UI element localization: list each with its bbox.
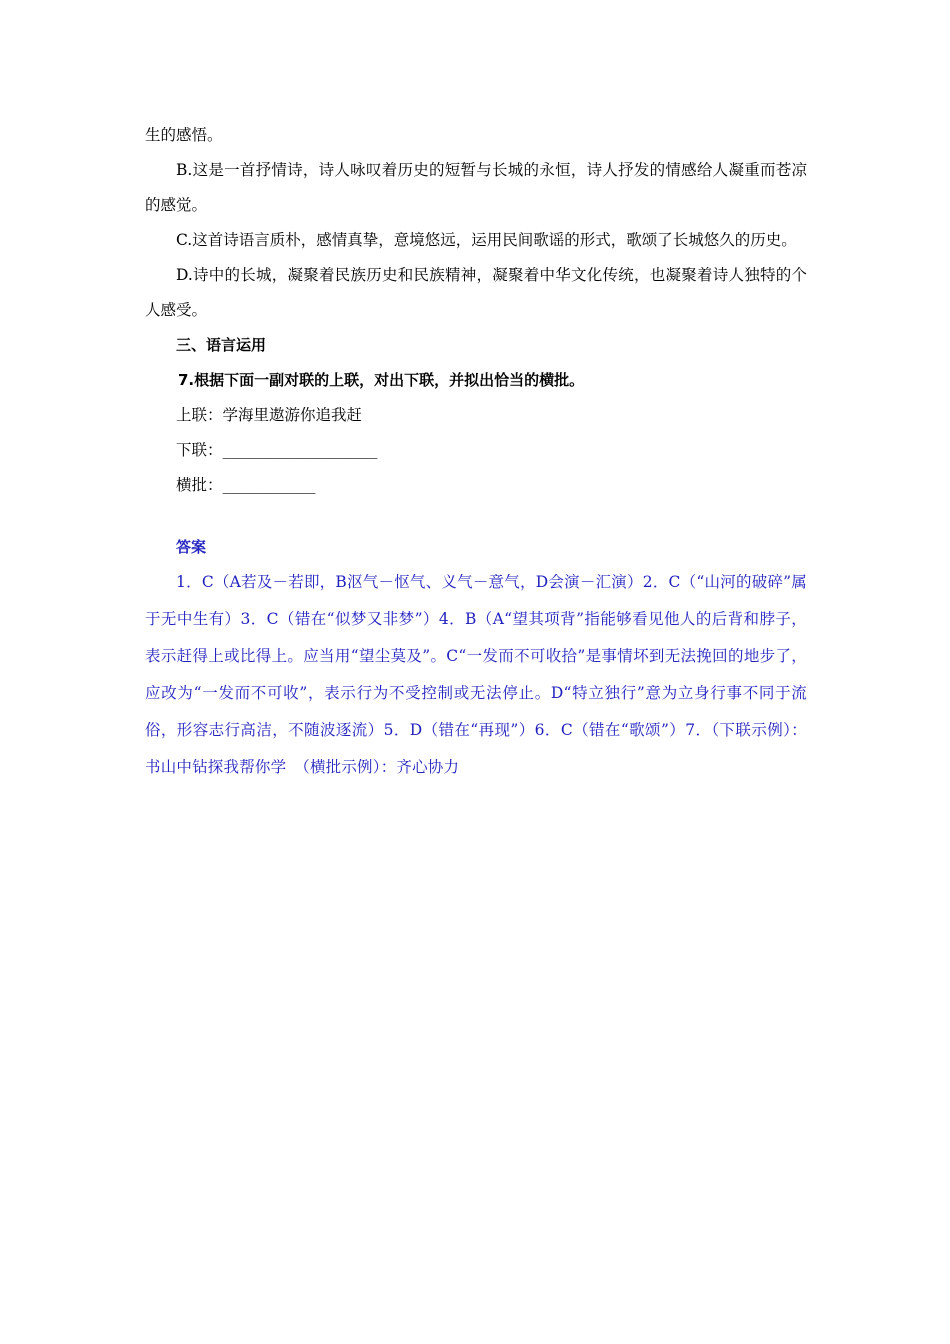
option-d: D.诗中的长城，凝聚着民族历史和民族精神，凝聚着中华文化传统，也凝聚着诗人独特的个人感受。 bbox=[145, 266, 807, 319]
upper-couplet: 上联：学海里遨游你追我赶 bbox=[176, 406, 363, 424]
question-7: 7.根据下面一副对联的上联，对出下联，并拟出恰当的横批。 bbox=[178, 371, 585, 389]
section-heading: 三、语言运用 bbox=[176, 336, 267, 354]
answer-title: 答案 bbox=[176, 538, 207, 556]
document-content bbox=[145, 118, 807, 786]
answer-body: 1．C（A若及－若即，B沤气－怄气、义气－意气，D会演－汇演）2．C（“山河的破碎”属于无中生有）3．C（错在“似梦又非梦”）4．B（A“望其项背”指能够看见他人的后背和脖子，表示赶得上或比得上。应当用“望尘莫及”。C“一发而不可收拾”是事情坏到无法挽回的地步了，应改为“一发而不可收”，表示行为不受控制或无法停止。D“特立独行”意为立身行事不同于流俗，形容志行高洁，不随波逐流）5．D（错在“再现”）6．C（错在“歌颂”）7．（下联示例）：书山中钻探我帮你学 （横批示例）：齐心协力 bbox=[145, 573, 807, 776]
lower-couplet-blank: 下联：____________________ bbox=[176, 441, 378, 459]
option-b: B.这是一首抒情诗，诗人咏叹着历史的短暂与长城的永恒，诗人抒发的情感给人凝重而苍凉的感觉。 bbox=[145, 161, 807, 214]
option-c: C.这首诗语言质朴，感情真挚，意境悠远，运用民间歌谣的形式，歌颂了长城悠久的历史。 bbox=[176, 231, 797, 249]
banner-blank: 横批：____________ bbox=[176, 476, 316, 494]
text-line: 生的感悟。 bbox=[145, 126, 223, 144]
